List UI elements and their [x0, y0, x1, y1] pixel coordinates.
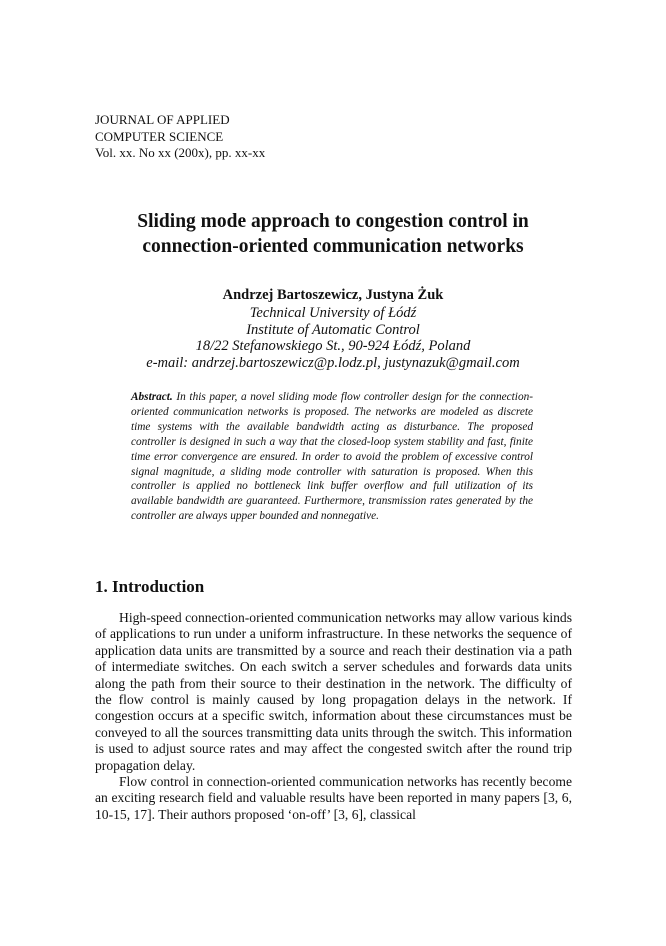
- author-list: Andrzej Bartoszewicz, Justyna Żuk: [222, 287, 444, 303]
- paragraph: Flow control in connection-oriented communication networks has recently become an exciting research field and valuable results have been reported in many papers [3, 6, 10-15, 17]. Their authors proposed ‘on-off’ [3, 6], classical: [95, 774, 572, 822]
- affiliation-university: Technical University of Łódź: [249, 305, 417, 321]
- paper-title-line-2: connection-oriented communication networks: [142, 236, 524, 257]
- journal-volume: Vol. xx. No xx (200x), pp. xx-xx: [95, 145, 266, 160]
- journal-header: [95, 112, 265, 162]
- paragraph: High-speed connection-oriented communication networks may allow various kinds of applications to run under a uniform infrastructure. In these networks the sequence of application data units are transmitted by a source and reach their destination via a path of intermediate switches. On each switch a server schedules and forwards data units along the path from their source to their destination in the network. The difficulty of the flow control is mainly caused by long propagation delays in the network. If congestion occurs at a specific switch, information about these circumstances must be conveyed to all the sources transmitting data units through the switch. This information is used to adjust source rates and may affect the congested switch after the round trip propagation delay.: [95, 610, 572, 773]
- journal-name-line-1: JOURNAL OF APPLIED: [95, 112, 230, 127]
- affiliation-block: [60, 305, 606, 371]
- journal-name-line-2: COMPUTER SCIENCE: [95, 128, 224, 144]
- affiliation-institute: Institute of Automatic Control: [246, 321, 420, 338]
- abstract-label: Abstract.: [131, 391, 173, 403]
- section-heading: [95, 576, 204, 598]
- abstract-text: In this paper, a novel sliding mode flow controller design for the connection-oriented communication networks is proposed. The networks are modeled as discrete time systems with the available bandwidth acting as disturbance. The proposed controller is designed in such a way that the closed-loop system stability and fast, finite time error convergence are ensured. In order to avoid the problem of excessive control signal magnitude, a sliding mode controller with saturation is proposed. When this controller is applied no bottleneck link buffer overflow and full utilization of its available bandwidth are guaranteed. Furthermore, transmission rates generated by the controller are always upper bounded and nonnegative.: [131, 391, 533, 523]
- paper-title: [60, 209, 606, 259]
- abstract: [131, 390, 533, 524]
- section-title: Introduction: [112, 577, 205, 596]
- section-number: 1.: [95, 577, 108, 596]
- affiliation-address: 18/22 Stefanowskiego St., 90-924 Łódź, Poland: [195, 338, 471, 354]
- paper-title-line-1: Sliding mode approach to congestion control in: [137, 211, 529, 232]
- body-text: [95, 610, 572, 823]
- affiliation-email: e-mail: andrzej.bartoszewicz@p.lodz.pl, justynazuk@gmail.com: [146, 354, 520, 371]
